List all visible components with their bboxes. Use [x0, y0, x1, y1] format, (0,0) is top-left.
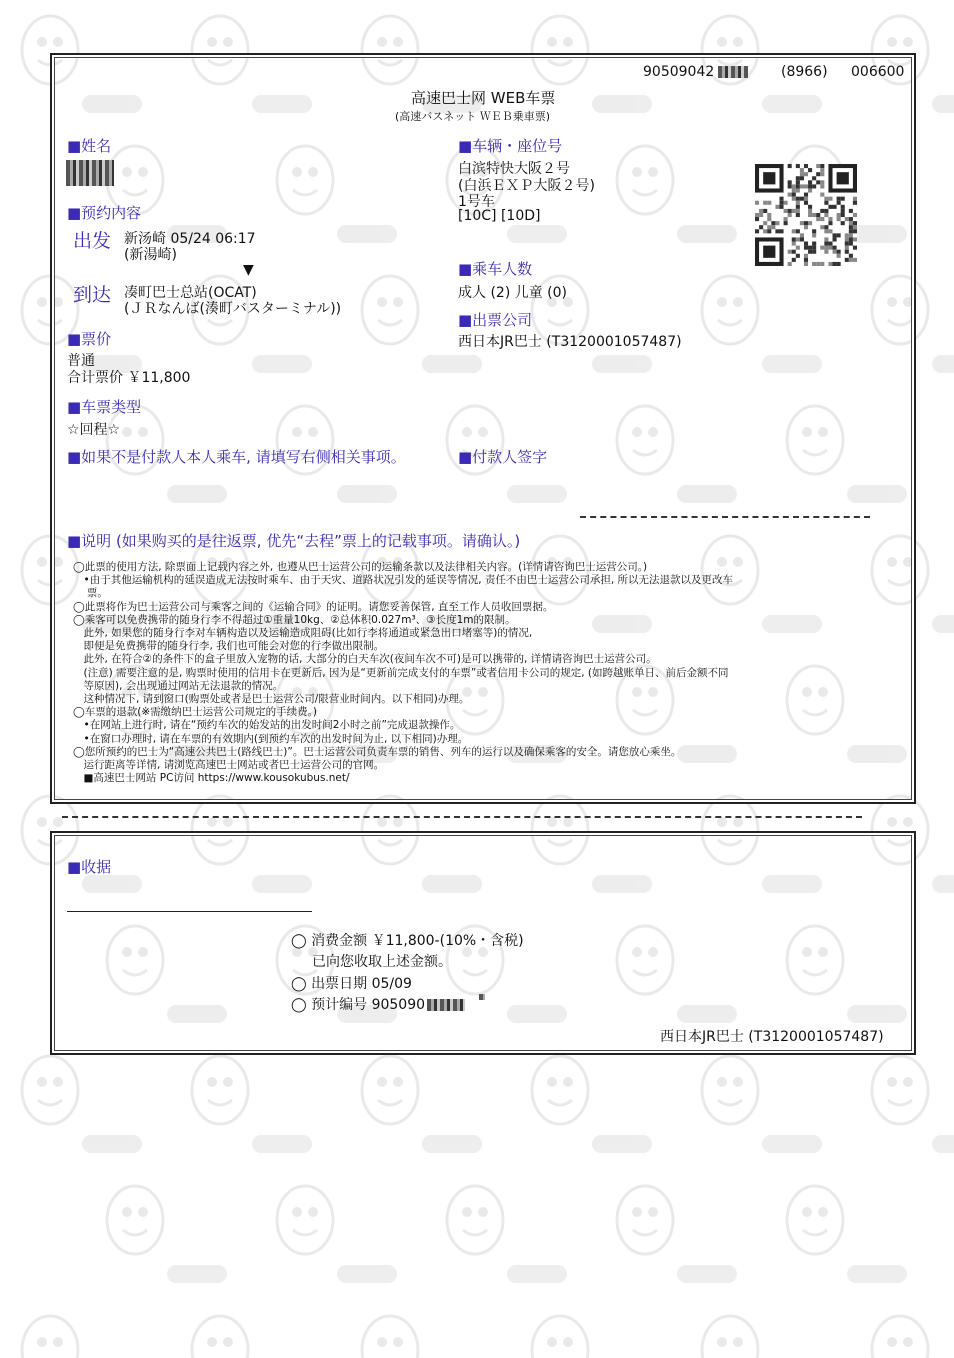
arrow-down-icon: ▼ [243, 262, 254, 278]
ticket-number: 90509042 [643, 64, 748, 80]
receipt-heading: ■收据 [67, 858, 112, 876]
note-line: •在窗口办理时, 请在车票的有效期内(到预约车次的出发时间为止, 以下相同)办理。 [73, 732, 469, 745]
note-line: ◯车票的退款(※需缴纳巴士运营公司规定的手续费。) [73, 706, 317, 719]
vehicle-route-jp: (白浜ＥＸＰ大阪２号) [458, 178, 595, 194]
vehicle-route: 白滨特快大阪２号 [458, 161, 570, 177]
depart-info: 新汤崎 05/24 06:17 [124, 231, 256, 247]
page-subtitle: (高速バスネット ＷＥＢ乗車票) [395, 110, 551, 123]
fare-heading: ■票价 [67, 330, 112, 348]
issuer-value: 西日本JR巴士 (T3120001057487) [458, 334, 682, 350]
note-line: ■高速巴士网站 PC访问 https://www.kousokubus.net/ [73, 772, 350, 785]
note-line: ◯您所预约的巴士为“高速公共巴士(路线巴士)”。巴士运营公司负责车票的销售、列车的运行以及确保乘客的安全。请您放心乘坐。 [73, 745, 682, 758]
recipient-line [67, 911, 312, 912]
cut-line [62, 816, 862, 818]
ticket-code: (8966) [781, 64, 828, 80]
note-line: 即便是免费携带的随身行李, 我们也可能会对您的行李做出限制。 [73, 640, 385, 653]
signature-line [580, 516, 870, 518]
name-value-redacted [66, 160, 114, 186]
note-line: ◯此票将作为巴士运营公司与乘客之间的《运输合同》的证明。请您妥善保管, 直至工作人员收回票据。 [73, 600, 554, 613]
vehicle-heading: ■车辆・座位号 [458, 137, 563, 155]
passengers-value: 成人 (2) 儿童 (0) [458, 285, 568, 301]
arrive-label: 到达 [73, 284, 112, 306]
arrive-info: 凑町巴士总站(OCAT) [124, 285, 257, 301]
note-line: 这种情况下, 请到窗口(购票处或者是巴士运营公司/限营业时间内。以下相同)办理。 [73, 693, 470, 706]
qr-code-icon [755, 164, 857, 266]
explanation-heading: ■说明 (如果购买的是往返票, 优先“去程”票上的记载事项。请确认。) [67, 532, 521, 550]
depart-station: (新湯崎) [124, 247, 177, 263]
note-line: 运行距离等详情, 请浏览高速巴士网站或者巴士运营公司的官网。 [73, 759, 385, 772]
fare-total: 合计票价 ￥11,800 [67, 370, 191, 386]
arrive-station: (ＪＲなんば(湊町バスターミナル)) [124, 301, 342, 317]
depart-label: 出发 [73, 230, 112, 252]
ticket-type-value: ☆回程☆ [67, 422, 121, 438]
non-payer-note: ■如果不是付款人本人乘车, 请填写右侧相关事项。 [67, 448, 406, 466]
name-heading: ■姓名 [67, 137, 112, 155]
vehicle-car: 1号车 [458, 194, 495, 210]
reservation-heading: ■预约内容 [67, 204, 142, 222]
note-line: •在网站上进行时, 请在“预约车次的始发站的出发时间2小时之前”完成退款操作。 [73, 719, 461, 732]
note-line: 此外, 在符合②的条件下的盒子里放入宠物的话, 大部分的白天车次(夜间车次不可)是可以携带的, 详情请咨询巴士运营公司。 [73, 653, 657, 666]
payer-sign-heading: ■付款人签字 [458, 448, 548, 466]
receipt-received: 已向您收取上述金额。 [312, 954, 452, 970]
note-line: ◯此票的使用方法, 除票面上记载内容之外, 也遵从巴士运营公司的运输条款以及法律相关内容。(详情请咨询巴士运营公司。) [73, 561, 648, 573]
page-title: 高速巴士网 WEB车票 [411, 89, 556, 107]
note-line: ◯乘客可以免费携带的随身行李不得超过①重量10kg、②总体积0.027m³、③长度1m的限制。 [73, 613, 516, 626]
fare-type: 普通 [67, 353, 95, 369]
note-line: 票。 [73, 587, 108, 600]
explanation-list [73, 561, 733, 785]
receipt-booking-number: ◯ 预计编号 905090 [291, 994, 485, 1014]
passengers-heading: ■乘车人数 [458, 260, 533, 278]
note-line: 此外, 如果您的随身行李对车辆构造以及运输造成阻碍(比如行李将通道或紧急出口堵塞等)的情况, [73, 627, 533, 640]
receipt-issuer: 西日本JR巴士 (T3120001057487) [660, 1029, 884, 1045]
note-line: 等原因), 会出现通过网站无法退款的情况。 [73, 679, 284, 692]
ticket-type-heading: ■车票类型 [67, 398, 142, 416]
note-line: •由于其他运输机构的延误造成无法按时乘车、由于天灾、道路状况引发的延误等情况, 责任不由巴士运营公司承担, 所以无法退款以及更改车 [73, 574, 734, 587]
seat-numbers: [10C] [10D] [458, 208, 541, 224]
issuer-heading: ■出票公司 [458, 311, 533, 329]
receipt-issue-date: ◯ 出票日期 05/09 [291, 976, 412, 992]
receipt-amount: ◯ 消费金额 ￥11,800-(10%・含税) [291, 933, 524, 949]
ticket-serial: 006600 [851, 64, 905, 80]
note-line: (注意) 需要注意的是, 购票时使用的信用卡在更新后, 因为是“更新前完成支付的车票”或者信用卡公司的规定, (如跨越账单日、前后金额不同 [73, 666, 729, 679]
